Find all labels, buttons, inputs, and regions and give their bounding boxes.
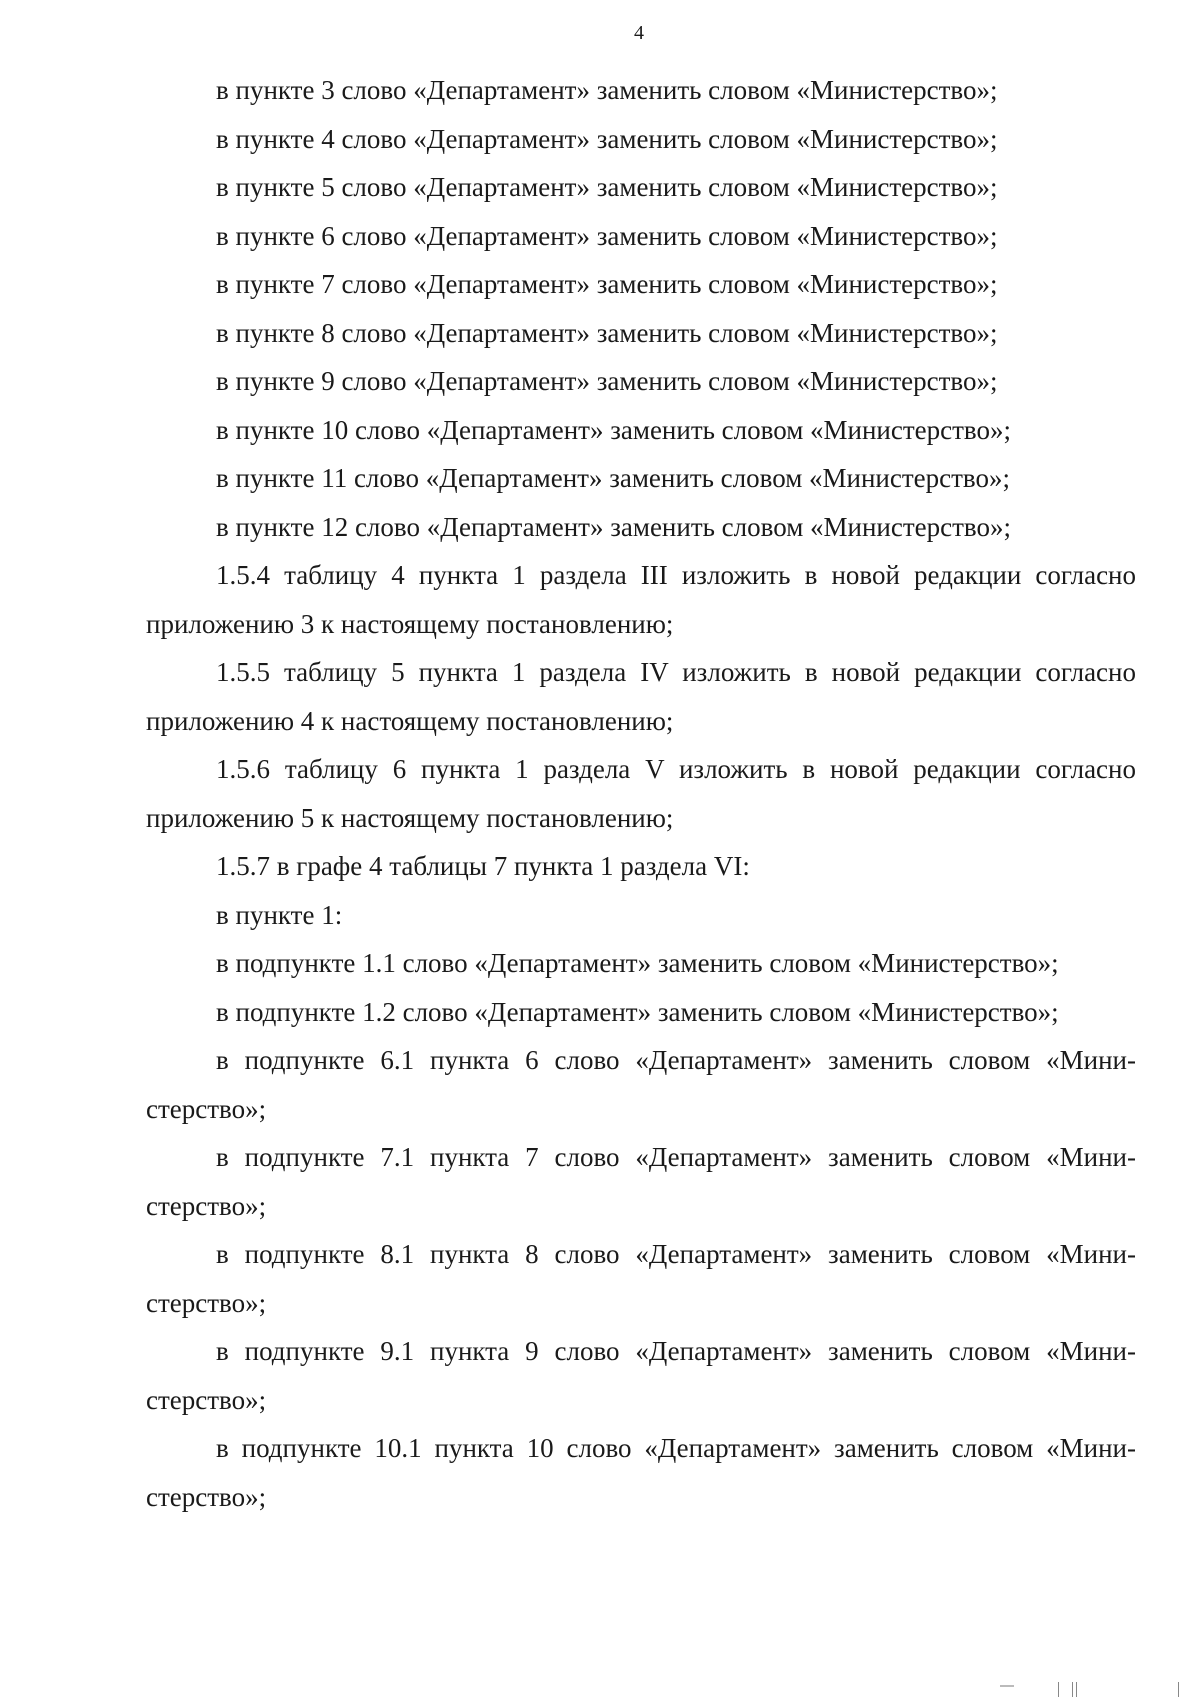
text-line: стерство»; xyxy=(146,1384,267,1415)
text-line: в подпункте 9.1 пункта 9 слово «Департамент» заменить словом «Мини- xyxy=(216,1336,1136,1366)
text-line: 1.5.7 в графе 4 таблицы 7 пункта 1 раздела VI: xyxy=(216,851,750,881)
text-line: стерство»; xyxy=(146,1481,267,1512)
text-line: в пункте 6 слово «Департамент» заменить словом «Министерство»; xyxy=(216,220,998,251)
text-line: в пункте 5 слово «Департамент» заменить словом «Министерство»; xyxy=(216,172,998,202)
page-number: 4 xyxy=(634,22,644,44)
text-line: в пункте 8 слово «Департамент» заменить словом «Министерство»; xyxy=(216,317,998,348)
text-line: 1.5.5 таблицу 5 пункта 1 раздела IV изложить в новой редакции согласно xyxy=(216,657,1136,687)
text-line: в пункте 12 слово «Департамент» заменить словом «Министерство»; xyxy=(216,511,1011,542)
text-line: в подпункте 8.1 пункта 8 слово «Департамент» заменить словом «Мини- xyxy=(216,1239,1136,1269)
text-line: приложению 3 к настоящему постановлению; xyxy=(146,608,674,639)
text-line: в подпункте 10.1 пункта 10 слово «Департамент» заменить словом «Мини- xyxy=(216,1433,1136,1463)
text-line: в пункте 9 слово «Департамент» заменить словом «Министерство»; xyxy=(216,366,998,396)
text-line: в пункте 4 слово «Департамент» заменить словом «Министерство»; xyxy=(216,123,998,154)
scan-artifact xyxy=(1000,1685,1014,1687)
scan-artifact xyxy=(1178,1682,1179,1697)
text-line: 1.5.6 таблицу 6 пункта 1 раздела V изложить в новой редакции согласно xyxy=(216,754,1136,784)
text-line: в пункте 11 слово «Департамент» заменить словом «Министерство»; xyxy=(216,463,1010,493)
scan-artifact xyxy=(1072,1682,1073,1697)
text-line: в пункте 7 слово «Департамент» заменить словом «Министерство»; xyxy=(216,269,998,299)
text-line: в пункте 3 слово «Департамент» заменить словом «Министерство»; xyxy=(216,75,998,105)
text-line: приложению 4 к настоящему постановлению; xyxy=(146,705,674,736)
text-line: стерство»; xyxy=(146,1287,267,1318)
text-line: в подпункте 7.1 пункта 7 слово «Департамент» заменить словом «Мини- xyxy=(216,1142,1136,1172)
text-line: 1.5.4 таблицу 4 пункта 1 раздела III изложить в новой редакции согласно xyxy=(216,560,1136,590)
text-line: в пункте 10 слово «Департамент» заменить словом «Министерство»; xyxy=(216,414,1011,445)
text-line: в подпункте 1.2 слово «Департамент» заменить словом «Министерство»; xyxy=(216,996,1059,1027)
scan-artifact xyxy=(1076,1682,1077,1697)
document-body xyxy=(146,66,1136,1521)
scan-artifact xyxy=(1058,1682,1059,1697)
text-line: стерство»; xyxy=(146,1093,267,1124)
text-line: приложению 5 к настоящему постановлению; xyxy=(146,802,674,833)
text-line: стерство»; xyxy=(146,1190,267,1221)
text-line: в подпункте 6.1 пункта 6 слово «Департамент» заменить словом «Мини- xyxy=(216,1045,1136,1075)
text-line: в пункте 1: xyxy=(216,899,343,930)
text-line: в подпункте 1.1 слово «Департамент» заменить словом «Министерство»; xyxy=(216,948,1059,978)
